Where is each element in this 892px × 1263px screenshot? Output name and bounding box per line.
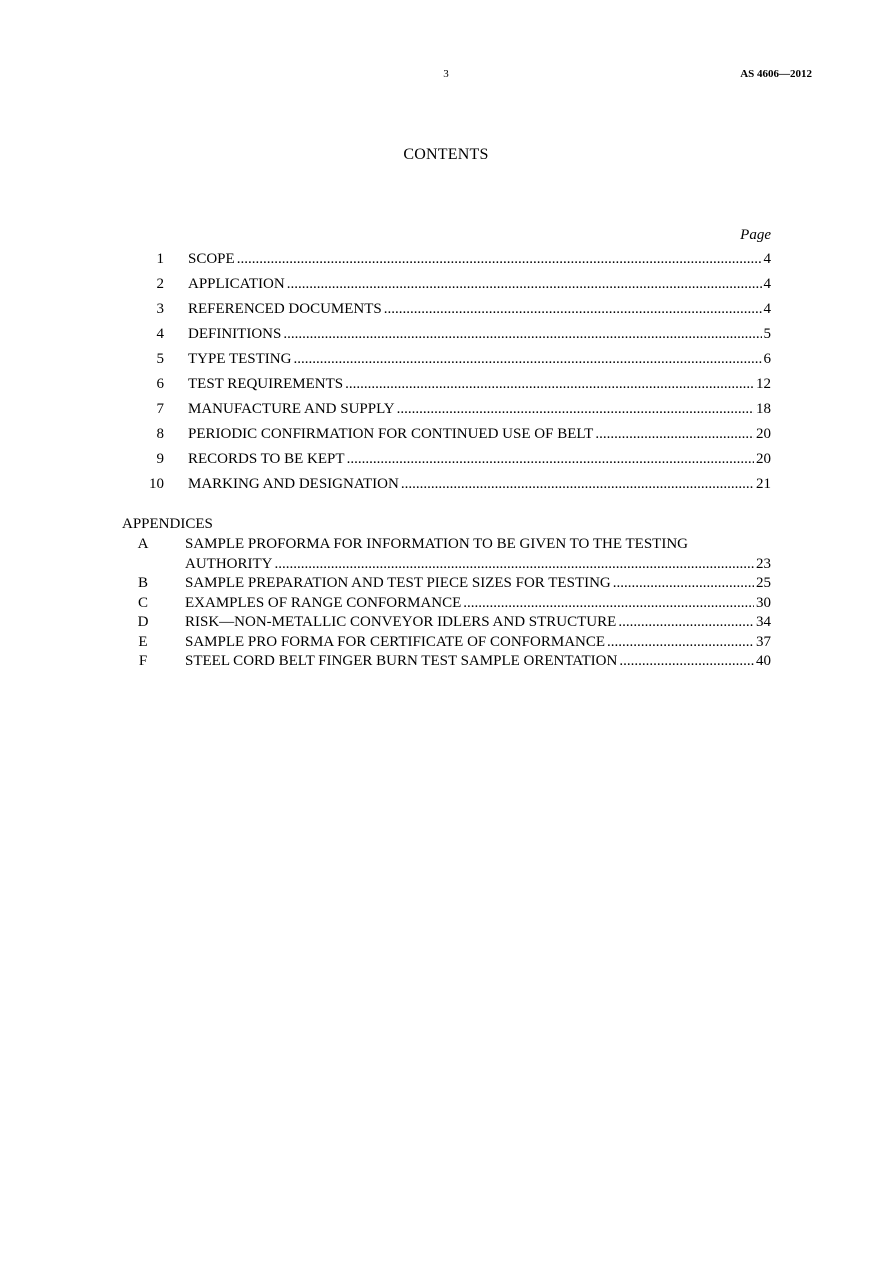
appendix-entry-a[interactable] bbox=[130, 536, 771, 556]
toc-entry-marking-and-designation[interactable] bbox=[130, 476, 771, 501]
appendices-list bbox=[130, 536, 771, 673]
dot-leader bbox=[237, 251, 762, 268]
toc-title: MARKING AND DESIGNATION bbox=[188, 476, 399, 492]
toc-number: 3 bbox=[156, 301, 164, 317]
toc-entry-type-testing[interactable] bbox=[130, 351, 771, 376]
dot-leader bbox=[619, 653, 754, 670]
dot-leader bbox=[384, 301, 762, 318]
appendix-letter: E bbox=[138, 633, 148, 650]
toc-page: 12 bbox=[756, 376, 771, 392]
toc-number: 8 bbox=[156, 426, 164, 442]
dot-leader bbox=[401, 476, 754, 493]
toc-entry-manufacture-and-supply[interactable] bbox=[130, 401, 771, 426]
toc-title: TEST REQUIREMENTS bbox=[188, 376, 344, 392]
toc-list bbox=[130, 251, 771, 501]
toc-number: 7 bbox=[156, 401, 164, 417]
toc-page: 20 bbox=[756, 451, 771, 467]
appendix-title-line1: SAMPLE PROFORMA FOR INFORMATION TO BE GIVEN TO THE TESTING bbox=[185, 536, 688, 552]
appendix-letter: A bbox=[137, 536, 149, 552]
appendix-page: 30 bbox=[756, 594, 771, 611]
appendix-entry-d[interactable] bbox=[130, 614, 771, 634]
appendix-entry-e[interactable] bbox=[130, 634, 771, 654]
dot-leader bbox=[607, 634, 754, 651]
dot-leader bbox=[397, 401, 754, 418]
toc-title: DEFINITIONS bbox=[188, 326, 282, 342]
appendix-title: SAMPLE PRO FORMA FOR CERTIFICATE OF CONFORMANCE bbox=[185, 633, 606, 650]
toc-title: APPLICATION bbox=[188, 276, 285, 292]
toc-entry-records-to-be-kept[interactable] bbox=[130, 451, 771, 476]
appendix-title: EXAMPLES OF RANGE CONFORMANCE bbox=[185, 594, 462, 611]
toc-number: 2 bbox=[156, 276, 164, 292]
page-column-label: Page bbox=[740, 227, 771, 243]
toc-title: RECORDS TO BE KEPT bbox=[188, 451, 345, 467]
appendix-title: STEEL CORD BELT FINGER BURN TEST SAMPLE ORENTATION bbox=[185, 653, 618, 669]
dot-leader bbox=[613, 575, 754, 592]
toc-entry-periodic-confirmation[interactable] bbox=[130, 426, 771, 451]
toc-entry-application[interactable] bbox=[130, 276, 771, 301]
toc-title: MANUFACTURE AND SUPPLY bbox=[188, 401, 395, 417]
appendix-letter: D bbox=[137, 614, 149, 630]
appendix-title: SAMPLE PREPARATION AND TEST PIECE SIZES FOR TESTING bbox=[185, 575, 611, 591]
toc-title: REFERENCED DOCUMENTS bbox=[188, 301, 382, 317]
appendix-page: 25 bbox=[756, 575, 771, 591]
toc-number: 5 bbox=[156, 351, 164, 367]
toc-entry-definitions[interactable] bbox=[130, 326, 771, 351]
page-number: 3 bbox=[443, 68, 449, 80]
document-id: AS 4606—2012 bbox=[740, 68, 812, 80]
toc-entry-test-requirements[interactable] bbox=[130, 376, 771, 401]
dot-leader bbox=[345, 376, 754, 393]
toc-page: 4 bbox=[763, 251, 771, 267]
toc-number: 4 bbox=[156, 326, 164, 342]
appendix-entry-b[interactable] bbox=[130, 575, 771, 595]
dot-leader bbox=[347, 451, 754, 468]
appendix-entry-f[interactable] bbox=[130, 653, 771, 673]
toc-page: 6 bbox=[763, 351, 771, 367]
toc-page: 20 bbox=[756, 426, 771, 442]
dot-leader bbox=[283, 326, 761, 343]
dot-leader bbox=[293, 351, 761, 368]
toc-title: PERIODIC CONFIRMATION FOR CONTINUED USE OF BELT bbox=[188, 426, 594, 442]
toc-title: SCOPE bbox=[188, 251, 235, 267]
contents-title: CONTENTS bbox=[403, 146, 489, 163]
dot-leader bbox=[275, 556, 755, 573]
toc-number: 1 bbox=[156, 251, 164, 267]
appendix-letter: F bbox=[138, 653, 148, 669]
toc-page: 5 bbox=[763, 326, 771, 342]
toc-number: 6 bbox=[156, 376, 164, 392]
appendix-page: 34 bbox=[756, 614, 771, 630]
appendix-page: 23 bbox=[756, 555, 771, 572]
toc-title: TYPE TESTING bbox=[188, 351, 292, 367]
toc-page: 4 bbox=[763, 276, 771, 292]
toc-number: 10 bbox=[149, 476, 164, 492]
appendix-page: 40 bbox=[756, 653, 771, 669]
dot-leader bbox=[287, 276, 762, 293]
toc-number: 9 bbox=[156, 451, 164, 467]
appendix-entry-c[interactable] bbox=[130, 595, 771, 615]
appendix-title-line2: AUTHORITY bbox=[185, 555, 273, 572]
appendix-entry-a-continued[interactable] bbox=[130, 556, 771, 576]
appendix-page: 37 bbox=[756, 633, 771, 650]
toc-page: 21 bbox=[756, 476, 771, 492]
toc-page: 4 bbox=[763, 301, 771, 317]
appendices-heading: APPENDICES bbox=[122, 516, 213, 532]
dot-leader bbox=[463, 595, 754, 612]
dot-leader bbox=[595, 426, 754, 443]
appendix-title: RISK—NON-METALLIC CONVEYOR IDLERS AND STRUCTURE bbox=[185, 614, 617, 630]
dot-leader bbox=[618, 614, 754, 631]
toc-page: 18 bbox=[756, 401, 771, 417]
appendix-letter: C bbox=[137, 594, 148, 611]
appendix-letter: B bbox=[137, 575, 148, 591]
toc-entry-scope[interactable] bbox=[130, 251, 771, 276]
toc-entry-referenced-documents[interactable] bbox=[130, 301, 771, 326]
